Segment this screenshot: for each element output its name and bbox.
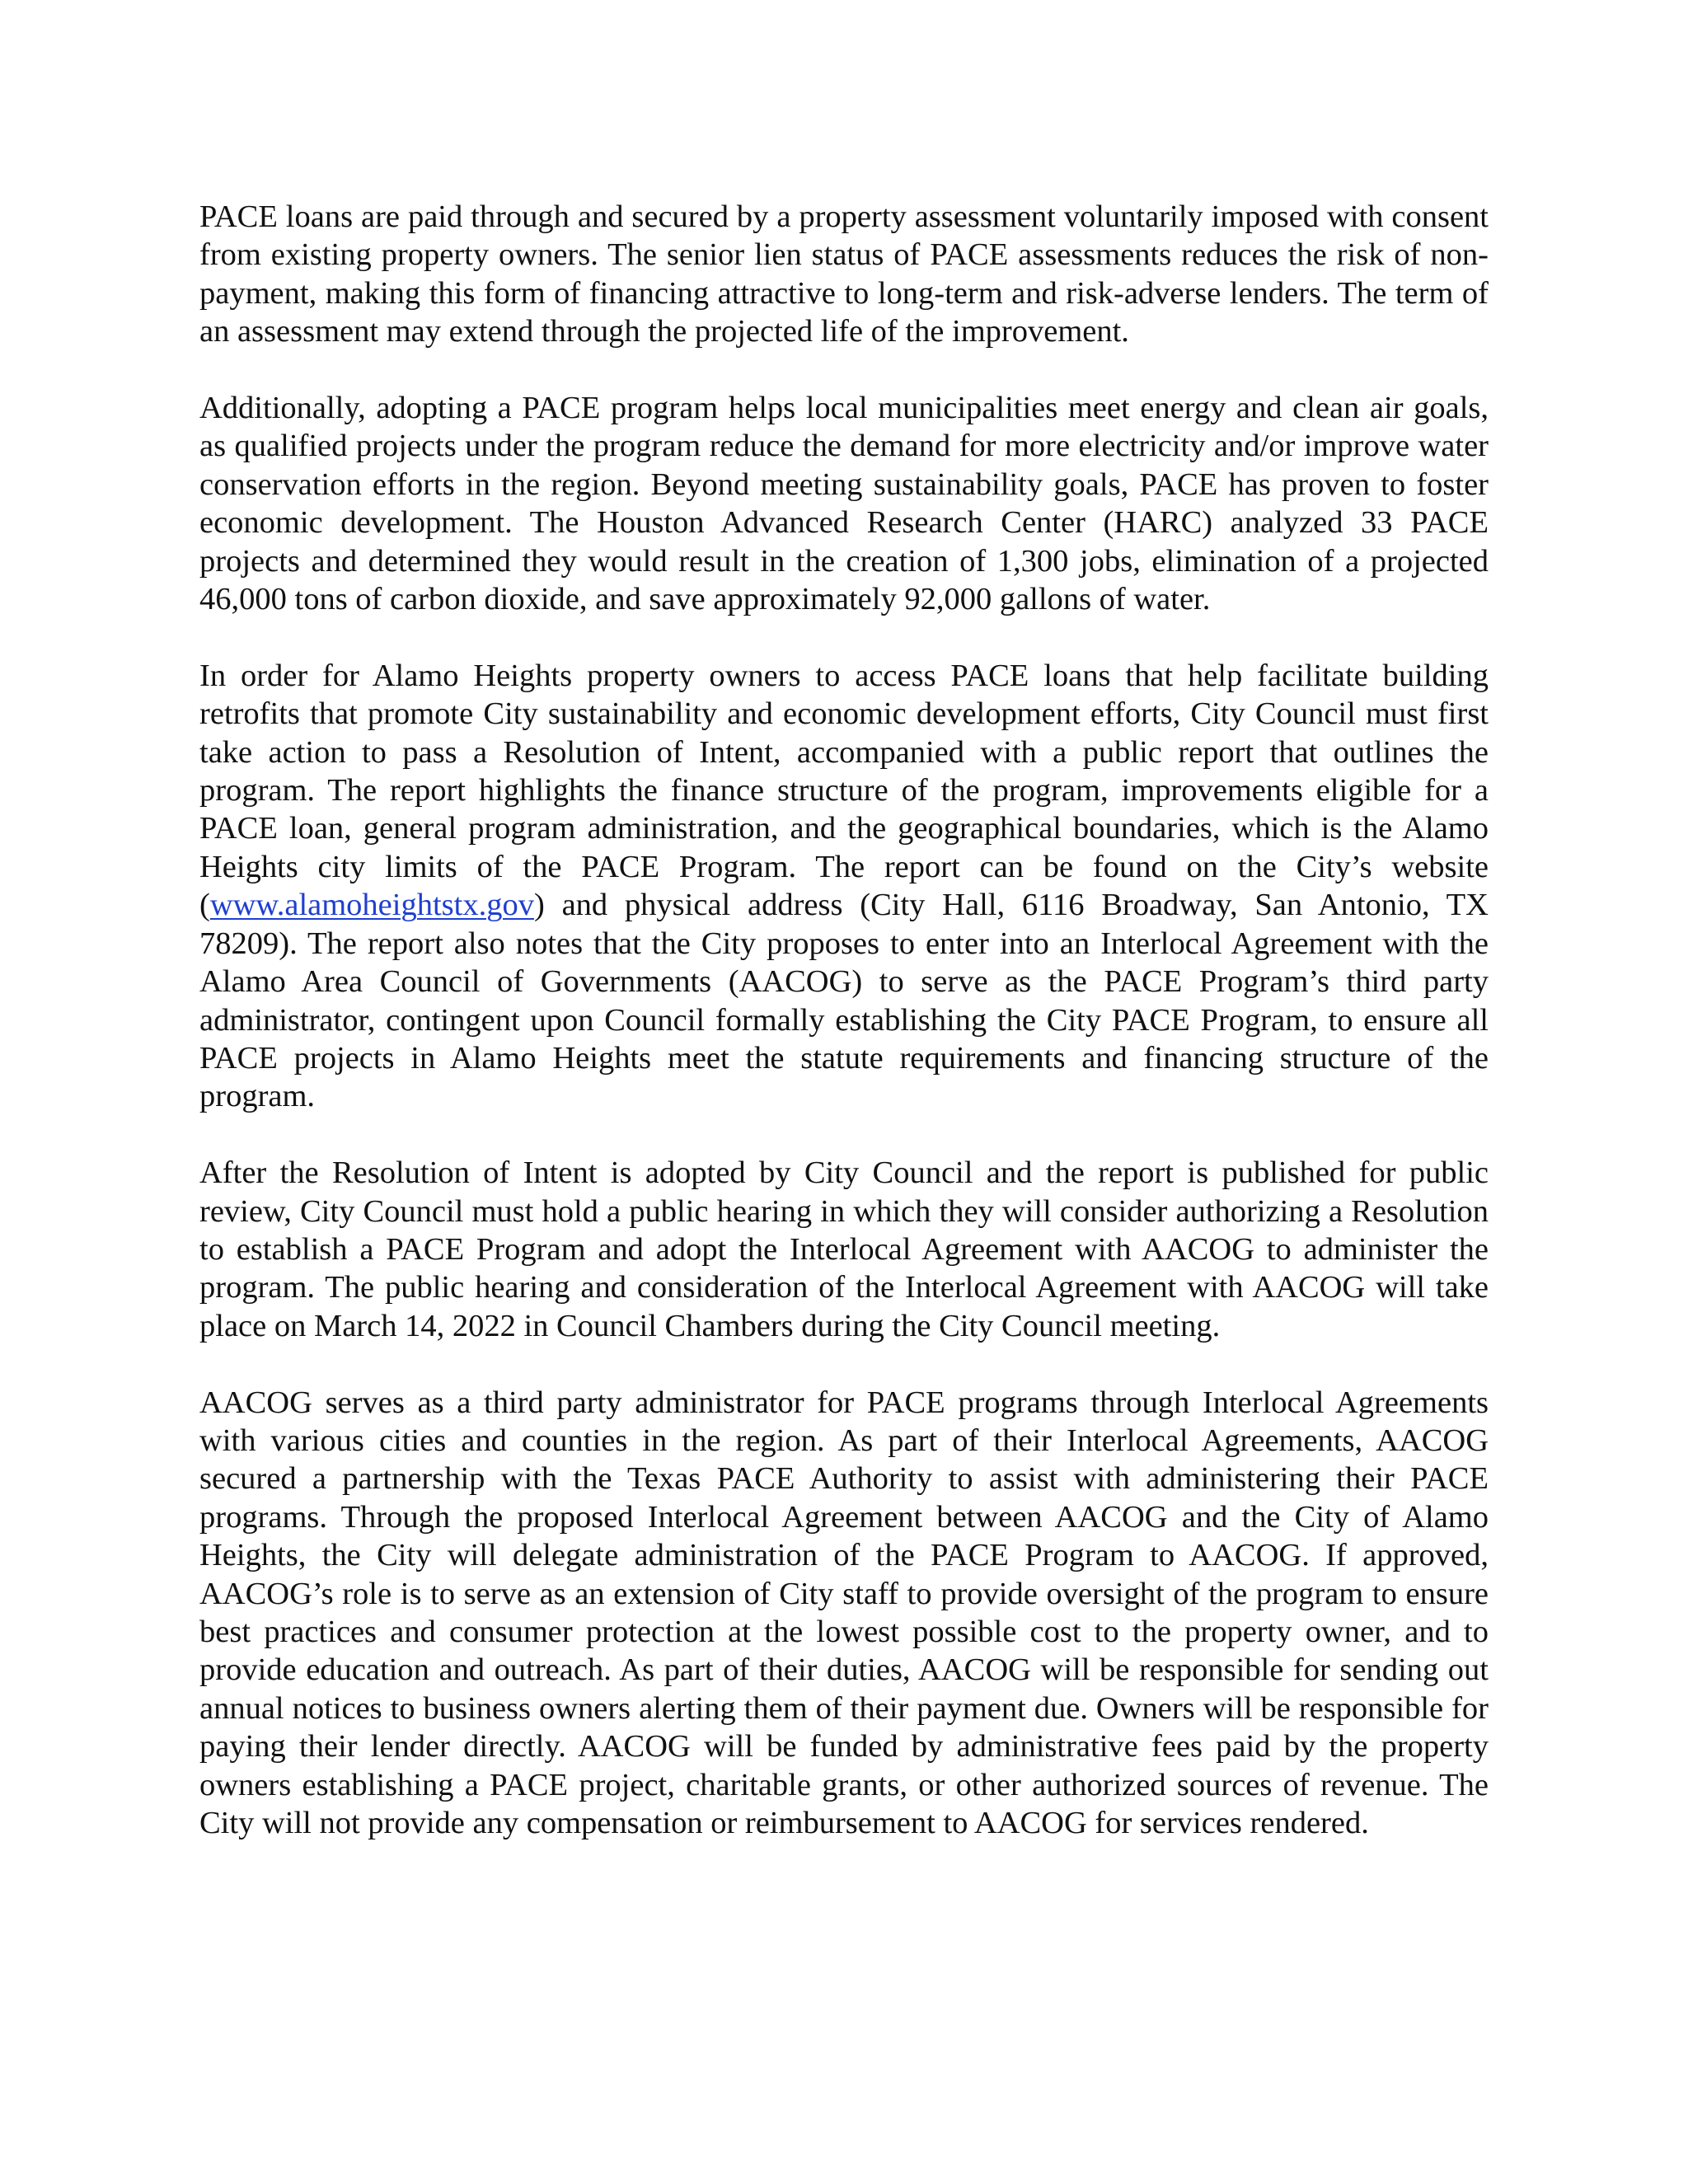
- paragraph-text-before-link: In order for Alamo Heights property owners to access PACE loans that help facilitate building retrofits that promote City sustainability and economic development efforts, City Council must first take action to pass a Resolution of Intent, accompanied with a public report that outlines the program. The report highlights the finance structure of the program, improvements eligible for a PACE loan, general program administration, and the geographical boundaries, which is the Alamo Heights city limits of the PACE Program. The report can be found on the City’s website (: [199, 658, 1489, 923]
- paragraph-resolution-of-intent: [199, 657, 1489, 1116]
- paragraph-aacog-administrator: AACOG serves as a third party administrator for PACE programs through Interlocal Agreements with various cities and counties in the region. As part of their Interlocal Agreements, AACOG secured a partnership with the Texas PACE Authority to assist with administering their PACE programs. Through the proposed Interlocal Agreement between AACOG and the City of Alamo Heights, the City will delegate administration of the PACE Program to AACOG. If approved, AACOG’s role is to serve as an extension of City staff to provide oversight of the program to ensure best practices and consumer protection at the lowest possible cost to the property owner, and to provide education and outreach. As part of their duties, AACOG will be responsible for sending out annual notices to business owners alerting them of their payment due. Owners will be responsible for paying their lender directly. AACOG will be funded by administrative fees paid by the property owners establishing a PACE project, charitable grants, or other authorized sources of revenue. The City will not provide any compensation or reimbursement to AACOG for services rendered.: [199, 1385, 1489, 1840]
- paragraph-pace-loans: PACE loans are paid through and secured by a property assessment voluntarily imposed with consent from existing property owners. The senior lien status of PACE assessments reduces the risk of non-payment, making this form of financing attractive to long-term and risk-adverse lenders. The term of an assessment may extend through the projected life of the improvement.: [199, 199, 1489, 349]
- city-website-link[interactable]: www.alamoheightstx.gov: [209, 888, 534, 923]
- paragraph-program-benefits: Additionally, adopting a PACE program helps local municipalities meet energy and clean air goals, as qualified projects under the program reduce the demand for more electricity and/or improve water conservation efforts in the region. Beyond meeting sustainability goals, PACE has proven to foster economic development. The Houston Advanced Research Center (HARC) analyzed 33 PACE projects and determined they would result in the creation of 1,300 jobs, elimination of a projected 46,000 tons of carbon dioxide, and save approximately 92,000 gallons of water.: [199, 391, 1489, 617]
- paragraph-text-after-link: ) and physical address (City Hall, 6116 Broadway, San Antonio, TX 78209). The report also notes that the City proposes to enter into an Interlocal Agreement with the Alamo Area Council of Governments (AACOG) to serve as the PACE Program’s third party administrator, contingent upon Council formally establishing the City PACE Program, to ensure all PACE projects in Alamo Heights meet the statute requirements and financing structure of the program.: [199, 888, 1489, 1114]
- document-body: [199, 198, 1489, 1842]
- paragraph-public-hearing: After the Resolution of Intent is adopted by City Council and the report is published for public review, City Council must hold a public hearing in which they will consider authorizing a Resolution to establish a PACE Program and adopt the Interlocal Agreement with AACOG to administer the program. The public hearing and consideration of the Interlocal Agreement with AACOG will take place on March 14, 2022 in Council Chambers during the City Council meeting.: [199, 1155, 1489, 1343]
